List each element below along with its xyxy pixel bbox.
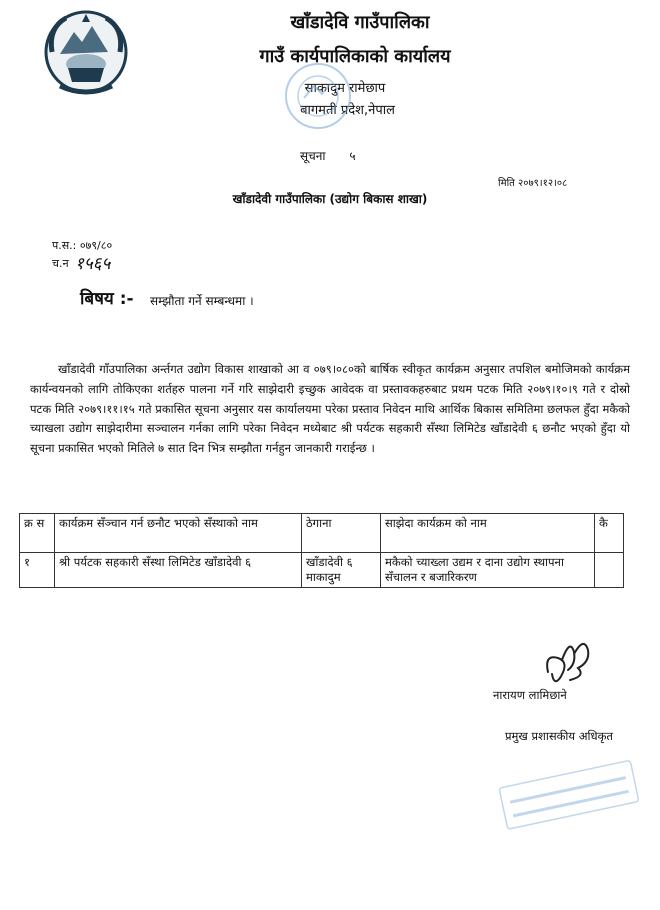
selection-table (19, 513, 624, 588)
col-address-header: ठेगाना (302, 514, 381, 553)
subject-text: सम्झौता गर्ने सम्बन्धमा । (150, 294, 254, 308)
signature (540, 630, 600, 690)
table-row (20, 553, 624, 588)
dispatch-label: च.न (52, 257, 69, 270)
signatory-name: नारायण लामिछाने (493, 688, 567, 702)
row-program: मकैको च्याख्ला उद्यम र दाना उद्योग स्थापना सँचालन र बजारिकरण (381, 553, 595, 588)
notice-label: सूचना ५ (300, 149, 356, 163)
col-serial-header: क्र स (20, 514, 55, 553)
row-address: खाँडादेवी ६ माकादुम (302, 553, 381, 588)
subject-label: बिषय :- (80, 289, 134, 309)
col-program-header: साझेदा कार्यक्रम को नाम (381, 514, 595, 553)
municipality-name: खाँडादेवि गाउँपालिका (290, 12, 430, 33)
office-seal-stamp (270, 58, 380, 138)
col-remarks-header: कै (595, 514, 624, 553)
office-province: बागमती प्रदेश,नेपाल (300, 103, 395, 118)
row-serial: १ (20, 553, 55, 588)
office-name: गाउँ कार्यपालिकाको कार्यालय (259, 46, 451, 67)
fiscal-year-ref: प.स.: ०७९/८० (52, 239, 113, 252)
signatory-title: प्रमुख प्रशासकीय अधिकृत (505, 729, 613, 743)
notice-body: खाँडादेवी गाँउपालिका अर्न्तगत उद्योग विकास शाखाको आ व ०७९।०८०को बार्षिक स्वीकृत कार्यक्रम अनुसार तपशिल बमोजिमको कार्यक्रम कार्यन्वयनको लागि तोकिएका शर्तहरु पालना गर्ने गरि साझेदारी इच्छुक आवेदक वा प्रस्तावकहरुबाट प्रथम पटक मिति २०७९।१०।९ गते र दोस्रो पटक मिति २०७९।११।१५ गते प्रकासित सूचना अनुसार यस कार्यालयमा परेका प्रस्ताव निवेदन माथि आर्थिक बिकास समितिमा छलफल हुँदा मकैको च्याखला उद्योग साझेदारीमा सञ्चालन गर्नका लागि परेका निवेदन मध्येबाट श्री पर्यटक सहकारी सँस्था लिमिटेड खाँडादेवी ६ छनौट भएको हुँदा यो सूचना प्रकासित भएको मितिले ७ सात दिन भित्र सम्झौता गर्नहुन जानकारी गराईन्छ । (30, 362, 630, 456)
table-header-row (20, 514, 624, 553)
col-organization-header: कार्यक्रम सँञ्चान गर्न छनौट भएको सँस्थाको नाम (55, 514, 302, 553)
dispatch-number: १५६५ (75, 254, 111, 274)
row-remarks (595, 553, 624, 588)
row-organization: श्री पर्यटक सहकारी सँस्था लिमिटेड खाँडादेवी ६ (55, 553, 302, 588)
notice-date: मिति २०७९।१२।०८ (498, 178, 568, 189)
office-location: साकादुम रामेछाप (304, 81, 386, 96)
branch-title: खाँडादेवी गाउँपालिका (उद्योग बिकास शाखा) (232, 192, 428, 206)
signatory-stamp (488, 760, 648, 830)
